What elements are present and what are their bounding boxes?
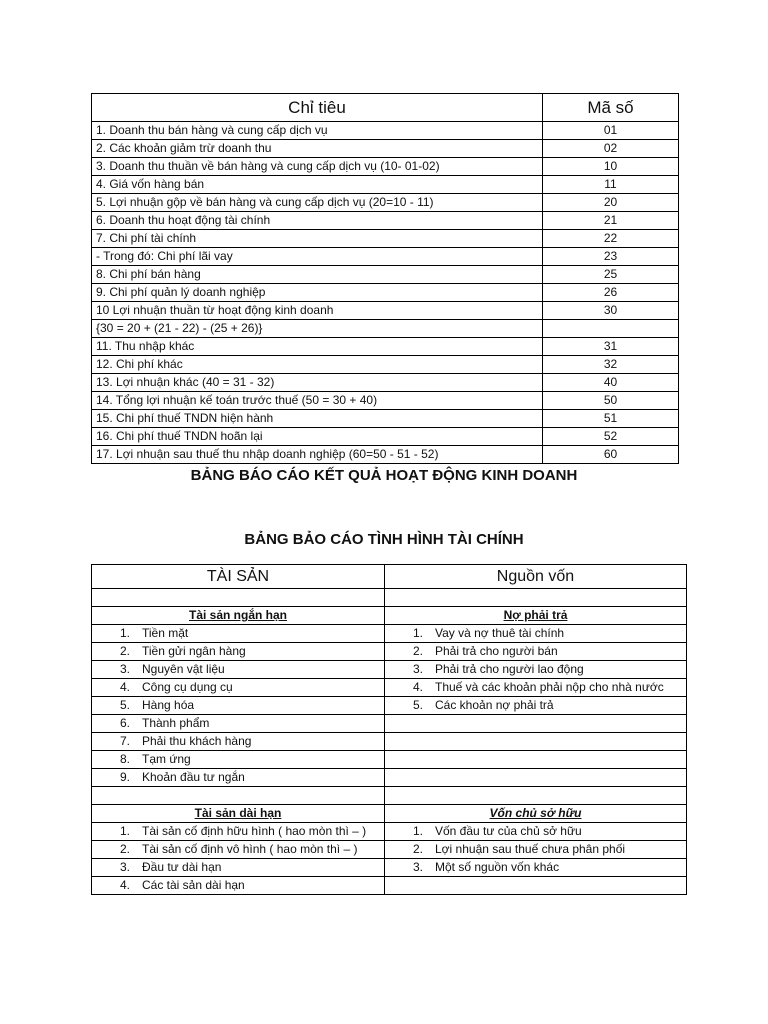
income-item-code: 11 [543, 176, 679, 194]
income-item-label: 16. Chi phí thuế TNDN hoãn lại [92, 428, 543, 446]
asset-item-text: Hàng hóa [142, 698, 195, 712]
source-item-text: Vốn đầu tư của chủ sở hữu [435, 824, 582, 838]
asset-item-number: 3. [119, 860, 130, 874]
income-row [92, 338, 679, 356]
asset-item-number: 6. [119, 716, 130, 730]
balance-row [92, 661, 687, 679]
asset-item-text: Phải thu khách hàng [142, 734, 252, 748]
source-item-text: Phải trả cho người lao động [435, 662, 584, 676]
source-item-number: 3. [412, 662, 423, 676]
income-item-label: {30 = 20 + (21 - 22) - (25 + 26)} [92, 320, 543, 338]
source-item [385, 661, 687, 679]
asset-item-number: 9. [119, 770, 130, 784]
asset-item-number: 4. [119, 680, 130, 694]
income-item-code: 20 [543, 194, 679, 212]
source-item [385, 841, 687, 859]
balance-row [92, 769, 687, 787]
income-row [92, 428, 679, 446]
source-item-text: Các khoản nợ phải trả [435, 698, 554, 712]
sources-column-header: Nguồn vốn [385, 565, 687, 589]
income-item-label: 1. Doanh thu bán hàng và cung cấp dịch vụ [92, 122, 543, 140]
income-item-code: 01 [543, 122, 679, 140]
empty-cell [385, 733, 687, 751]
asset-item [92, 841, 385, 859]
income-row [92, 266, 679, 284]
income-item-code: 31 [543, 338, 679, 356]
asset-item-text: Khoản đầu tư ngắn [142, 770, 245, 784]
empty-cell [385, 877, 687, 895]
income-item-label: 9. Chi phí quản lý doanh nghiệp [92, 284, 543, 302]
income-row [92, 410, 679, 428]
income-item-code: 40 [543, 374, 679, 392]
asset-item [92, 625, 385, 643]
source-item-number: 1. [412, 626, 423, 640]
balance-row [92, 625, 687, 643]
asset-item [92, 679, 385, 697]
asset-item [92, 751, 385, 769]
income-item-label: - Trong đó: Chi phí lãi vay [92, 248, 543, 266]
balance-row [92, 823, 687, 841]
balance-row [92, 733, 687, 751]
asset-item-text: Tiền gửi ngân hàng [142, 644, 246, 658]
item-column-header: Chỉ tiêu [92, 94, 543, 122]
section-heading-row [92, 805, 687, 823]
income-statement-table [91, 93, 679, 464]
empty-cell [385, 787, 687, 805]
asset-item [92, 733, 385, 751]
income-item-code: 02 [543, 140, 679, 158]
balance-sheet-title: BẢNG BẢO CÁO TÌNH HÌNH TÀI CHÍNH [244, 531, 524, 548]
income-row [92, 176, 679, 194]
income-row [92, 302, 679, 320]
empty-cell [385, 715, 687, 733]
asset-item [92, 823, 385, 841]
income-row [92, 284, 679, 302]
asset-item-text: Tài sản cố định hữu hình ( hao mòn thì – ) [142, 824, 367, 838]
spacer-row [92, 589, 687, 607]
income-row [92, 446, 679, 464]
balance-sheet-table [91, 564, 687, 895]
asset-item [92, 697, 385, 715]
section-heading-row [92, 607, 687, 625]
income-item-label: 5. Lợi nhuận gộp về bán hàng và cung cấp dịch vụ (20=10 - 11) [92, 194, 543, 212]
source-section-heading: Vốn chủ sở hữu [385, 805, 687, 823]
asset-item-text: Thành phẩm [142, 716, 210, 730]
balance-row [92, 697, 687, 715]
source-item [385, 679, 687, 697]
income-row [92, 320, 679, 338]
asset-item-text: Công cụ dụng cụ [142, 680, 233, 694]
source-item-number: 5. [412, 698, 423, 712]
source-item-number: 3. [412, 860, 423, 874]
income-row [92, 374, 679, 392]
income-item-code: 51 [543, 410, 679, 428]
income-row [92, 392, 679, 410]
asset-item-number: 5. [119, 698, 130, 712]
balance-table-body [92, 589, 687, 895]
source-item-number: 4. [412, 680, 423, 694]
income-table-body [92, 122, 679, 464]
asset-item-text: Tiền mặt [142, 626, 189, 640]
income-item-label: 14. Tổng lợi nhuận kế toán trước thuế (50 = 30 + 40) [92, 392, 543, 410]
asset-item-number: 3. [119, 662, 130, 676]
income-item-label: 11. Thu nhập khác [92, 338, 543, 356]
source-item-text: Vay và nợ thuê tài chính [435, 626, 565, 640]
balance-row [92, 679, 687, 697]
income-row [92, 356, 679, 374]
balance-header-row [92, 565, 687, 589]
balance-row [92, 841, 687, 859]
income-row [92, 158, 679, 176]
income-item-code: 10 [543, 158, 679, 176]
income-item-code: 60 [543, 446, 679, 464]
asset-item [92, 715, 385, 733]
asset-item-text: Tạm ứng [142, 752, 191, 766]
income-item-code: 52 [543, 428, 679, 446]
income-item-code: 50 [543, 392, 679, 410]
income-item-label: 17. Lợi nhuận sau thuế thu nhập doanh nghiệp (60=50 - 51 - 52) [92, 446, 543, 464]
source-item-text: Thuế và các khoản phải nộp cho nhà nước [435, 680, 664, 694]
asset-item [92, 661, 385, 679]
income-item-code: 32 [543, 356, 679, 374]
income-item-label: 15. Chi phí thuế TNDN hiện hành [92, 410, 543, 428]
balance-row [92, 877, 687, 895]
income-item-code: 21 [543, 212, 679, 230]
asset-item-text: Các tài sản dài hạn [142, 878, 245, 892]
asset-item [92, 859, 385, 877]
source-item-text: Lợi nhuận sau thuế chưa phân phối [435, 842, 626, 856]
asset-item-number: 2. [119, 842, 130, 856]
source-section-heading: Nợ phải trả [385, 607, 687, 625]
empty-cell [385, 589, 687, 607]
empty-cell [385, 769, 687, 787]
income-row [92, 212, 679, 230]
income-item-label: 6. Doanh thu hoạt động tài chính [92, 212, 543, 230]
income-item-label: 13. Lợi nhuận khác (40 = 31 - 32) [92, 374, 543, 392]
income-item-code: 30 [543, 302, 679, 320]
asset-item-text: Đầu tư dài hạn [142, 860, 222, 874]
income-row [92, 194, 679, 212]
income-header-row [92, 94, 679, 122]
income-item-label: 4. Giá vốn hàng bán [92, 176, 543, 194]
source-item-text: Một số nguồn vốn khác [435, 860, 560, 874]
income-item-label: 8. Chi phí bán hàng [92, 266, 543, 284]
income-item-label: 12. Chi phí khác [92, 356, 543, 374]
income-statement-caption: BẢNG BÁO CÁO KẾT QUẢ HOẠT ĐỘNG KINH DOANH [190, 467, 578, 484]
balance-row [92, 715, 687, 733]
balance-row [92, 859, 687, 877]
asset-item-number: 8. [119, 752, 130, 766]
code-column-header: Mã số [543, 94, 679, 122]
income-row [92, 230, 679, 248]
income-item-code: 22 [543, 230, 679, 248]
source-item [385, 625, 687, 643]
income-row [92, 122, 679, 140]
income-item-label: 3. Doanh thu thuần về bán hàng và cung cấp dịch vụ (10- 01-02) [92, 158, 543, 176]
empty-cell [385, 751, 687, 769]
asset-section-heading: Tài sản dài hạn [92, 805, 385, 823]
balance-row [92, 643, 687, 661]
source-item-number: 2. [412, 842, 423, 856]
balance-row [92, 751, 687, 769]
source-item [385, 643, 687, 661]
income-row [92, 140, 679, 158]
spacer-row [92, 787, 687, 805]
source-item-text: Phải trả cho người bán [435, 644, 558, 658]
source-item-number: 1. [412, 824, 423, 838]
asset-item-text: Nguyên vật liệu [142, 662, 225, 676]
income-item-label: 10 Lợi nhuận thuần từ hoạt động kinh doanh [92, 302, 543, 320]
asset-item [92, 877, 385, 895]
asset-item [92, 769, 385, 787]
asset-item-number: 4. [119, 878, 130, 892]
source-item-number: 2. [412, 644, 423, 658]
asset-item-number: 1. [119, 626, 130, 640]
income-item-code: 26 [543, 284, 679, 302]
empty-cell [92, 787, 385, 805]
source-item [385, 697, 687, 715]
income-item-code: 25 [543, 266, 679, 284]
asset-item-number: 1. [119, 824, 130, 838]
income-item-code [543, 320, 679, 338]
asset-item [92, 643, 385, 661]
asset-item-number: 7. [119, 734, 130, 748]
assets-column-header: TÀI SẢN [92, 565, 385, 589]
income-row [92, 248, 679, 266]
income-item-label: 2. Các khoản giảm trừ doanh thu [92, 140, 543, 158]
asset-section-heading: Tài sản ngắn hạn [92, 607, 385, 625]
asset-item-number: 2. [119, 644, 130, 658]
source-item [385, 823, 687, 841]
income-item-label: 7. Chi phí tài chính [92, 230, 543, 248]
source-item [385, 859, 687, 877]
asset-item-text: Tài sản cố định vô hình ( hao mòn thì – ) [142, 842, 358, 856]
empty-cell [92, 589, 385, 607]
income-item-code: 23 [543, 248, 679, 266]
